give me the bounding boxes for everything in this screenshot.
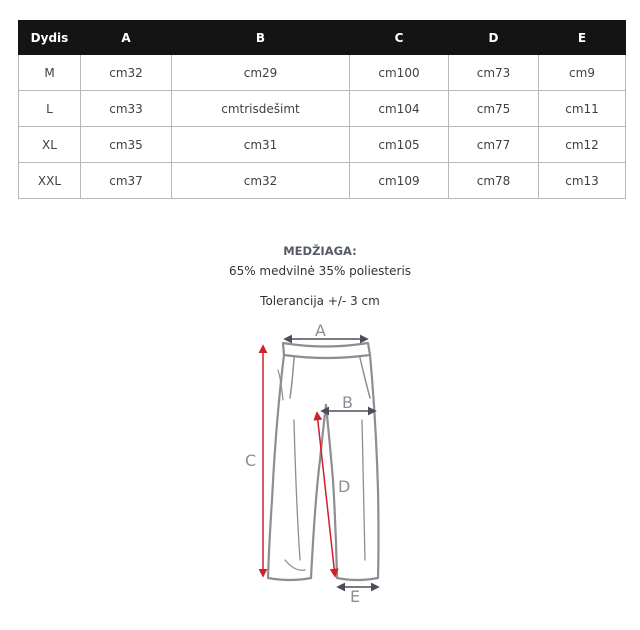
table-row [19,127,626,163]
table-row [19,163,626,199]
table-cell: cm33 [81,91,172,127]
header-a: A [81,21,172,55]
header-size: Dydis [19,21,81,55]
tolerance-note: Tolerancija +/- 3 cm [260,294,380,308]
table-cell: cm37 [81,163,172,199]
table-cell: cmtrisdešimt [172,91,350,127]
arrow-d [317,413,335,576]
header-c: C [350,21,449,55]
table-cell: cm12 [539,127,626,163]
table-row [19,55,626,91]
table-cell: cm78 [449,163,539,199]
label-d: D [338,477,351,496]
table-cell: cm109 [350,163,449,199]
header-e: E [539,21,626,55]
table-row [19,91,626,127]
header-b: B [172,21,350,55]
table-cell: cm100 [350,55,449,91]
label-c: C [245,451,257,470]
table-cell: XL [19,127,81,163]
table-cell: cm35 [81,127,172,163]
pants-measurement-diagram [230,315,410,615]
table-cell: L [19,91,81,127]
table-cell: cm104 [350,91,449,127]
label-e: E [350,587,361,606]
table-cell: cm9 [539,55,626,91]
table-header-row [19,21,626,55]
table-cell: cm32 [172,163,350,199]
table-cell: cm75 [449,91,539,127]
material-title: MEDŽIAGA: [283,244,357,258]
table-cell: cm77 [449,127,539,163]
table-cell: cm105 [350,127,449,163]
table-cell: cm73 [449,55,539,91]
table-cell: cm31 [172,127,350,163]
table-cell: cm11 [539,91,626,127]
pants-outline [268,343,379,580]
table-cell: XXL [19,163,81,199]
size-table [18,20,626,199]
table-cell: cm29 [172,55,350,91]
table-cell: cm32 [81,55,172,91]
material-composition: 65% medvilnė 35% poliesteris [228,264,412,278]
label-a: A [315,321,326,340]
label-b: B [342,393,353,412]
table-cell: M [19,55,81,91]
table-cell: cm13 [539,163,626,199]
header-d: D [449,21,539,55]
